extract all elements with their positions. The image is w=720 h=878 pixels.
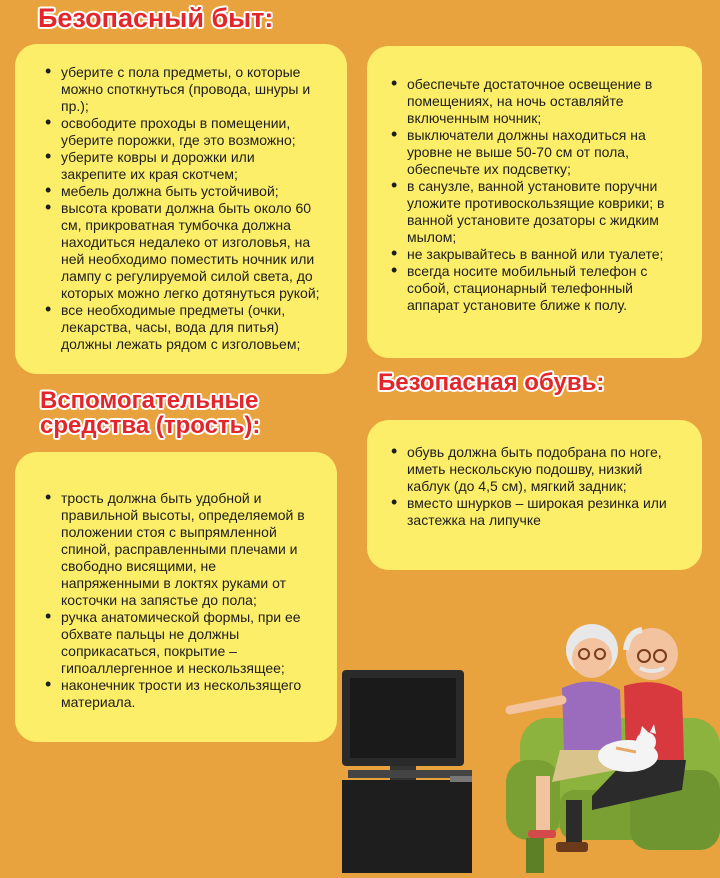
list-item: • уберите с пола предметы, о которые можно споткнуться (провода, шнуры и пр.); bbox=[43, 64, 333, 115]
safe-home-left-list bbox=[43, 64, 333, 353]
list-item: • трость должна быть удобной и правильной высоты, определяемой в положении стоя с выпрямленной спиной, расправленными плечами и свободно висящими, не напряженными в локтях руками от косточки на запястье до пола; bbox=[43, 490, 325, 609]
list-item: • высота кровати должна быть около 60 см, прикроватная тумбочка должна находиться недалеко от изголовья, на ней необходимо поместить ночник или лампу с регулируемой силой света, до которых можно легко дотянуться рукой; bbox=[43, 200, 333, 302]
safe-home-left-panel bbox=[15, 44, 347, 374]
safe-shoes-panel bbox=[367, 420, 702, 570]
list-item: • обувь должна быть подобрана по ноге, иметь нескольскую подошву, низкий каблук (до 4,5 см), мягкий задник; bbox=[389, 444, 690, 495]
safe-home-heading: Безопасный быт: bbox=[38, 3, 274, 33]
safe-home-right-panel bbox=[367, 46, 702, 358]
list-item: • освободите проходы в помещении, уберите порожки, где это возможно; bbox=[43, 115, 333, 149]
list-item: • выключатели должны находиться на уровне не выше 50-70 см от пола, обеспечьте их подсветку; bbox=[389, 127, 690, 178]
tv-icon bbox=[342, 670, 472, 873]
list-item: • ручка анатомической формы, при ее обхвате пальцы не должны соприкасаться, покрытие – гипоаллергенное и нескользящее; bbox=[43, 609, 325, 677]
safe-shoes-heading: Безопасная обувь: bbox=[378, 369, 605, 396]
elderly-couple-watching-tv-illustration bbox=[330, 610, 720, 873]
list-item: • наконечник трости из нескользящего материала. bbox=[43, 677, 325, 711]
list-item: • мебель должна быть устойчивой; bbox=[43, 183, 333, 200]
cane-heading: Вспомогательные средства (трость): bbox=[40, 387, 261, 440]
list-item: • обеспечьте достаточное освещение в помещениях, на ночь оставляйте включенным ночник; bbox=[389, 76, 690, 127]
list-item: • вместо шнурков – широкая резинка или застежка на липучке bbox=[389, 495, 690, 529]
cane-panel bbox=[15, 452, 337, 742]
safe-shoes-list bbox=[389, 444, 690, 529]
safe-home-right-list bbox=[389, 76, 690, 314]
list-item: • всегда носите мобильный телефон с собой, стационарный телефонный аппарат установите ближе к полу. bbox=[389, 263, 690, 314]
list-item: • уберите ковры и дорожки или закрепите их края скотчем; bbox=[43, 149, 333, 183]
list-item: • все необходимые предметы (очки, лекарства, часы, вода для питья) должны лежать рядом с изголовьем; bbox=[43, 302, 333, 353]
illustration-svg bbox=[330, 610, 720, 873]
list-item: • в санузле, ванной установите поручни уложите противоскользящие коврики; в ванной установите дозаторы с жидким мылом; bbox=[389, 178, 690, 246]
list-item: • не закрывайтесь в ванной или туалете; bbox=[389, 246, 690, 263]
cane-list bbox=[43, 490, 325, 711]
